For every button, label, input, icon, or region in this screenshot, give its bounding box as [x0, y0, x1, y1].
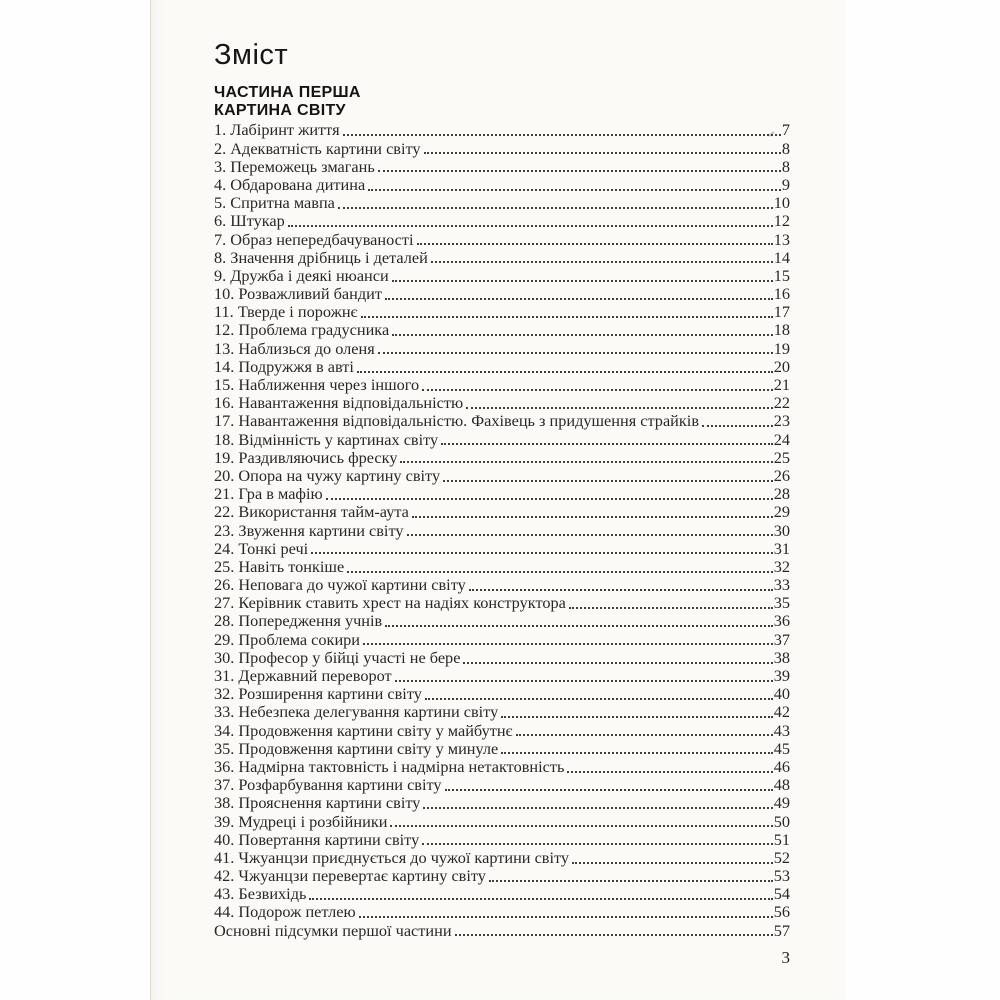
- toc-entry-label: 5. Спритна мавпа: [214, 194, 335, 213]
- toc-entry-page: 20: [773, 356, 790, 376]
- toc-leader-dots: [378, 170, 781, 172]
- toc-entry: [214, 831, 790, 849]
- toc-entry-page: 48: [773, 775, 790, 795]
- toc-entry-label: 29. Проблема сокири: [214, 630, 361, 649]
- toc-entry-page: 45: [773, 738, 790, 758]
- toc-entry-label: 37. Розфарбування картини світу: [214, 776, 442, 795]
- toc-entry: [214, 412, 790, 430]
- section-heading: [214, 84, 790, 120]
- toc-entry-label: 28. Попередження учнів: [214, 612, 383, 631]
- toc-entry-page: 18: [773, 320, 790, 340]
- toc-entry-label: 44. Подорож петлею: [214, 903, 356, 922]
- toc-entry-label: 10. Розважливий бандит: [214, 285, 382, 304]
- toc-entry: [214, 922, 790, 940]
- toc-leader-dots: [425, 698, 773, 700]
- toc-entry: [214, 849, 790, 867]
- toc-entry: [214, 631, 790, 649]
- toc-entry: [214, 503, 790, 521]
- toc-entry-page: 35: [773, 593, 790, 613]
- toc-entry-page: 31: [773, 538, 790, 558]
- toc-entry: [214, 321, 790, 339]
- toc-leader-dots: [326, 498, 773, 500]
- toc-entry: [214, 740, 790, 758]
- toc-entry-page: 8: [781, 156, 790, 176]
- toc-entry-page: 25: [773, 447, 790, 467]
- toc-entry: [214, 612, 790, 630]
- toc-leader-dots: [516, 734, 773, 736]
- toc-leader-dots: [392, 334, 773, 336]
- toc-entry-page: 16: [773, 284, 790, 304]
- toc-entry: [214, 285, 790, 303]
- toc-entry-label: 22. Використання тайм-аута: [214, 503, 409, 522]
- toc-entry-label: 14. Подружжя в авті: [214, 357, 354, 376]
- toc-entry-page: 23: [773, 411, 790, 431]
- toc-entry-page: 24: [773, 429, 790, 449]
- toc-entry: [214, 685, 790, 703]
- toc-entry-label: 3. Переможець змагань: [214, 157, 375, 176]
- page-content: [214, 38, 790, 967]
- toc-leader-dots: [363, 643, 773, 645]
- toc-entry: [214, 485, 790, 503]
- toc-leader-dots: [412, 516, 773, 518]
- toc-entry-page: 40: [773, 684, 790, 704]
- toc-entry-page: 32: [773, 556, 790, 576]
- toc-entry-page: 17: [773, 302, 790, 322]
- toc-leader-dots: [392, 280, 773, 282]
- book-page: [151, 0, 845, 1000]
- toc-entry-label: 15. Наближення через іншого: [214, 376, 420, 395]
- toc-entry-page: 29: [773, 502, 790, 522]
- toc-entry: [214, 231, 790, 249]
- toc-entry-label: 38. Прояснення картини світу: [214, 794, 421, 813]
- toc-entry-label: 31. Державний переворот: [214, 667, 392, 686]
- toc-leader-dots: [569, 607, 773, 609]
- toc-leader-dots: [368, 189, 781, 191]
- toc-leader-dots: [395, 680, 773, 682]
- toc-entry-label: 8. Значення дрібниць і деталей: [214, 248, 428, 267]
- toc-leader-dots: [359, 916, 773, 918]
- toc-leader-dots: [469, 589, 773, 591]
- toc-entry-label: 30. Професор у бійці участі не бере: [214, 648, 461, 667]
- toc-entry-page: 8: [781, 138, 790, 158]
- toc-entry-label: 9. Дружба і деякі нюанси: [214, 266, 389, 285]
- toc-leader-dots: [357, 371, 773, 373]
- toc-entry-page: 22: [773, 393, 790, 413]
- toc-entry-page: 57: [773, 920, 790, 940]
- toc-entry: [214, 303, 790, 321]
- toc-leader-dots: [309, 898, 772, 900]
- toc-leader-dots: [422, 843, 773, 845]
- toc-entry: [214, 267, 790, 285]
- toc-leader-dots: [417, 243, 773, 245]
- toc-leader-dots: [572, 862, 773, 864]
- toc-entry-page: 30: [773, 520, 790, 540]
- toc-entry-page: 54: [773, 884, 790, 904]
- toc-entry-page: 39: [773, 666, 790, 686]
- toc-entry-page: 13: [773, 229, 790, 249]
- toc-entry-label: 40. Повертання картини світу: [214, 830, 420, 849]
- toc-entry-page: 12: [773, 211, 790, 231]
- section-heading-line1: ЧАСТИНА ПЕРША: [214, 84, 361, 101]
- toc-entry: [214, 522, 790, 540]
- toc-entry-label: 36. Надмірна тактовність і надмірна нетактовність: [214, 757, 565, 776]
- toc-entry: [214, 212, 790, 230]
- toc-entry-label: 32. Розширення картини світу: [214, 685, 422, 704]
- toc-leader-dots: [702, 425, 773, 427]
- toc-entry: [214, 449, 790, 467]
- toc-leader-dots: [390, 825, 772, 827]
- toc-entry: [214, 376, 790, 394]
- toc-entry-label: Основні підсумки першої частини: [214, 921, 452, 940]
- toc-leader-dots: [422, 389, 773, 391]
- toc-entry-label: 25. Навіть тонкіше: [214, 557, 345, 576]
- toc-entry-page: 33: [773, 575, 790, 595]
- toc-leader-dots: [311, 552, 773, 554]
- toc-entry-page: 15: [773, 265, 790, 285]
- toc-entry: [214, 394, 790, 412]
- toc-entry-page: 28: [773, 484, 790, 504]
- toc-entry: [214, 340, 790, 358]
- toc-leader-dots: [501, 716, 773, 718]
- toc-leader-dots: [431, 261, 773, 263]
- toc-entry: [214, 903, 790, 921]
- page-number: 3: [781, 947, 790, 967]
- toc-entry-label: 27. Керівник ставить хрест на надіях конструктора: [214, 594, 566, 613]
- toc-entry-label: 1. Лабіринт життя: [214, 121, 340, 140]
- toc-entry: [214, 594, 790, 612]
- toc-entry-label: 39. Мудреці і розбійники: [214, 812, 388, 831]
- toc-entry-label: 34. Продовження картини світу у майбутнє: [214, 721, 513, 740]
- toc-entry-label: 21. Гра в мафію: [214, 485, 323, 504]
- toc-leader-dots: [407, 534, 773, 536]
- toc-entry-page: 37: [773, 629, 790, 649]
- toc-leader-dots: [338, 207, 773, 209]
- toc-entry: [214, 703, 790, 721]
- toc-entry: [214, 649, 790, 667]
- toc-leader-dots: [441, 443, 773, 445]
- toc-entry: [214, 758, 790, 776]
- page-title: Зміст: [214, 39, 289, 71]
- toc-leader-dots: [347, 571, 773, 573]
- toc-entry-label: 23. Звуження картини світу: [214, 521, 404, 540]
- toc-leader-dots: [424, 152, 781, 154]
- toc-leader-dots: [361, 316, 773, 318]
- toc-leader-dots: [445, 789, 773, 791]
- toc-entry-label: 24. Тонкі речі: [214, 539, 309, 558]
- toc-entry: [214, 358, 790, 376]
- toc-leader-dots: [385, 625, 773, 627]
- toc-entry: [214, 776, 790, 794]
- toc-entry: [214, 121, 790, 139]
- toc-entry-page: 50: [773, 811, 790, 831]
- toc-leader-dots: [400, 461, 772, 463]
- toc-entry-label: 42. Чжуанцзи перевертає картину світу: [214, 867, 486, 886]
- toc-entry-label: 18. Відмінність у картинах світу: [214, 430, 439, 449]
- toc-entry-page: 43: [773, 720, 790, 740]
- toc-entry-page: 53: [773, 866, 790, 886]
- toc-entry-page: 38: [773, 647, 790, 667]
- toc-entry-page: 19: [773, 338, 790, 358]
- toc-entry-label: 35. Продовження картини світу у минуле: [214, 739, 499, 758]
- toc-entry: [214, 467, 790, 485]
- toc-entry-label: 16. Навантаження відповідальністю: [214, 394, 464, 413]
- toc-entry-page: 46: [773, 756, 790, 776]
- toc-entry-label: 17. Навантаження відповідальністю. Фахівець з придушення страйків: [214, 412, 700, 431]
- toc-entry: [214, 176, 790, 194]
- toc-entry-page: 14: [773, 247, 790, 267]
- toc-entry-label: 4. Обдарована дитина: [214, 175, 366, 194]
- toc-entry-label: 12. Проблема градусника: [214, 321, 390, 340]
- toc-list: [214, 121, 790, 939]
- toc-entry-label: 33. Небезпека делегування картини світу: [214, 703, 499, 722]
- toc-entry-label: 13. Наблизься до оленя: [214, 339, 375, 358]
- toc-leader-dots: [288, 225, 773, 227]
- toc-entry-label: 43. Безвихідь: [214, 885, 307, 904]
- toc-leader-dots: [443, 480, 773, 482]
- toc-entry-page: 26: [773, 465, 790, 485]
- toc-entry: [214, 249, 790, 267]
- toc-leader-dots: [466, 407, 773, 409]
- toc-entry: [214, 158, 790, 176]
- toc-entry-label: 26. Неповага до чужої картини світу: [214, 576, 466, 595]
- toc-entry: [214, 885, 790, 903]
- toc-leader-dots: [489, 880, 773, 882]
- section-heading-line2: КАРТИНА СВІТУ: [214, 102, 346, 120]
- toc-entry-page: 10: [773, 193, 790, 213]
- toc-entry-label: 20. Опора на чужу картину світу: [214, 466, 441, 485]
- toc-entry-label: 11. Тверде і порожнє: [214, 303, 358, 322]
- toc-entry-page: 49: [773, 793, 790, 813]
- toc-entry: [214, 576, 790, 594]
- toc-leader-dots: [385, 298, 773, 300]
- toc-entry: [214, 667, 790, 685]
- toc-entry: [214, 540, 790, 558]
- toc-leader-dots: [501, 752, 772, 754]
- toc-leader-dots: [463, 662, 772, 664]
- toc-entry-page: 21: [773, 375, 790, 395]
- toc-leader-dots: [343, 134, 781, 136]
- toc-entry: [214, 431, 790, 449]
- toc-entry-page: 56: [773, 902, 790, 922]
- toc-entry-page: 7: [781, 120, 790, 140]
- toc-entry-label: 2. Адекватність картини світу: [214, 139, 421, 158]
- toc-entry-page: 42: [773, 702, 790, 722]
- toc-entry-label: 6. Штукар: [214, 212, 285, 231]
- toc-entry: [214, 194, 790, 212]
- toc-entry-label: 41. Чжуанцзи приєднується до чужої картини світу: [214, 848, 570, 867]
- toc-entry: [214, 140, 790, 158]
- toc-entry-page: 52: [773, 847, 790, 867]
- toc-leader-dots: [567, 771, 772, 773]
- toc-entry: [214, 722, 790, 740]
- toc-entry: [214, 867, 790, 885]
- toc-leader-dots: [455, 934, 773, 936]
- toc-leader-dots: [423, 807, 772, 809]
- toc-entry-page: 36: [773, 611, 790, 631]
- toc-entry-page: 51: [773, 829, 790, 849]
- toc-entry: [214, 794, 790, 812]
- toc-entry-label: 7. Образ непередбачуваності: [214, 230, 414, 249]
- toc-entry: [214, 558, 790, 576]
- toc-leader-dots: [378, 352, 773, 354]
- toc-entry-page: 9: [781, 174, 790, 194]
- toc-entry-label: 19. Раздивляючись фреску: [214, 448, 398, 467]
- toc-entry: [214, 813, 790, 831]
